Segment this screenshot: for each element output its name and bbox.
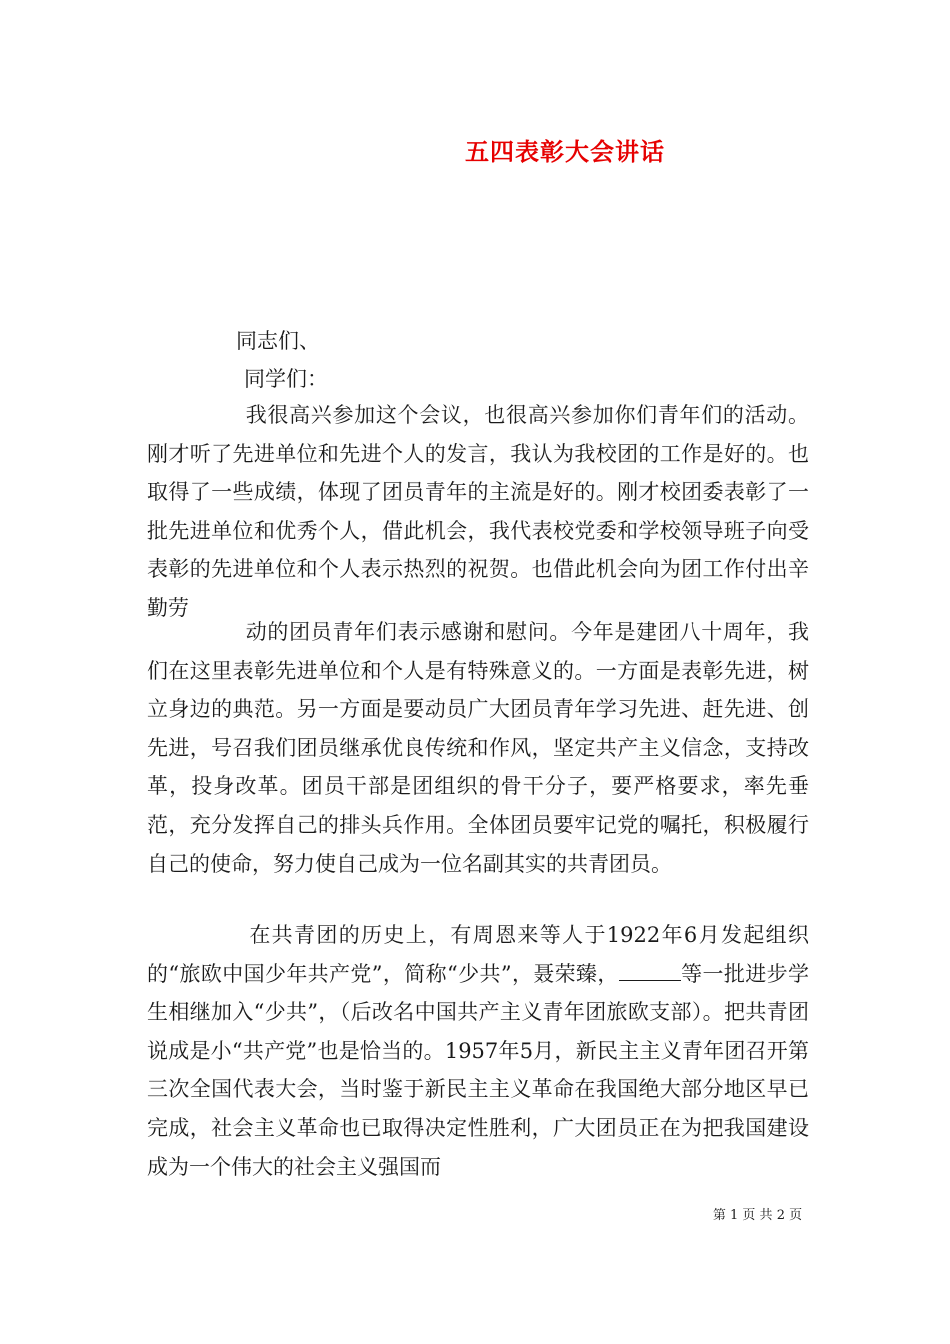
paragraph-2-text: 动的团员青年们表示感谢和慰问。今年是建团八十周年，我们在这里表彰先进单位和个人是有特殊意义的。一方面是表彰先进，树立身边的典范。另一方面是要动员广大团员青年学习先进、赶先进、创先进，号召我们团员继承优良传统和作风，坚定共产主义信念，支持改革，投身改革。团员干部是团组织的骨干分子，要严格要求，率先垂范，充分发挥自己的排头兵作用。全体团员要牢记党的嘱托，积极履行自己的使命，努力使自己成为一位名副其实的共青团员。: [147, 620, 809, 876]
document-title: 五四表彰大会讲话: [465, 137, 665, 166]
body-paragraph-3: [147, 916, 809, 1186]
body-paragraph-2: [147, 613, 809, 883]
fill-in-blank: [619, 962, 681, 981]
paragraph-1-text: 我很高兴参加这个会议，也很高兴参加你们青年们的活动。刚才听了先进单位和先进个人的发言，我认为我校团的工作是好的。也取得了一些成绩，体现了团员青年的主流是好的。刚才校团委表彰了一批先进单位和优秀个人，借此机会，我代表校党委和学校领导班子向受表彰的先进单位和个人表示热烈的祝贺。也借此机会向为团工作付出辛勤劳: [147, 403, 809, 620]
paragraph-3-text-b: 等一批进步学生相继加入“少共”，（后改名中国共产主义青年团旅欧支部）。把共青团说成是小“共产党”也是恰当的。1957年5月，新民主主义青年团召开第三次全国代表大会，当时鉴于新民主主义革命在我国绝大部分地区早已完成，社会主义革命也已取得决定性胜利，广大团员正在为把我国建设成为一个伟大的社会主义强国而: [147, 961, 809, 1179]
page-number-footer: 第 1 页 共 2 页: [712, 1208, 803, 1223]
salutation-students: 同学们：: [244, 367, 328, 391]
salutation-comrades: 同志们、: [236, 329, 320, 353]
paragraph-3-text-a: 在共青团的历史上，有周恩来等人于1922年6月发起组织的“旅欧中国少年共产党”，简称“少共”，聂荣臻，: [147, 923, 809, 986]
body-paragraph-1: [147, 396, 809, 628]
